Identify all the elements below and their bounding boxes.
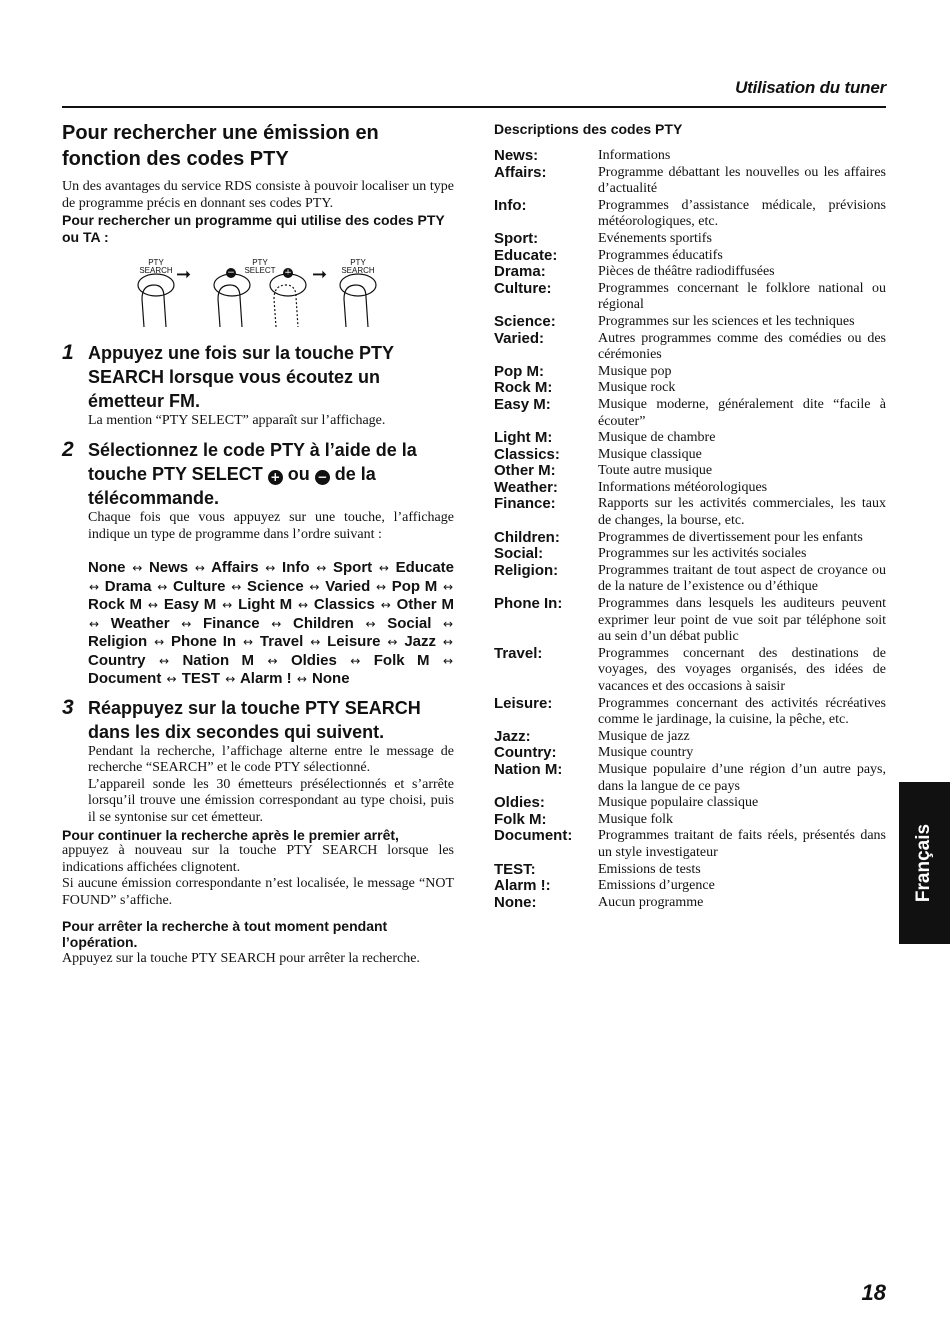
pty-code-row	[494, 762, 886, 795]
right-column	[494, 121, 886, 911]
pty-code-row	[494, 364, 886, 381]
continue-heading: Pour continuer la recherche après le premier arrêt,	[62, 826, 399, 843]
sequence-item: Leisure	[327, 633, 381, 651]
intro-text: Un des avantages du service RDS consiste à pouvoir localiser un type de programme précis en donnant ses codes PTY.	[62, 179, 454, 211]
pty-code: Alarm !:	[494, 877, 551, 895]
sequence-item: TEST	[181, 670, 221, 688]
pty-code: Pop M:	[494, 362, 544, 380]
bidirectional-arrow-icon: ↔	[222, 598, 233, 613]
sequence-item: Culture	[172, 577, 226, 595]
pty-search-label-1: PTY SEARCH	[139, 258, 173, 276]
step-2	[62, 438, 454, 543]
pty-code: Document:	[494, 827, 573, 845]
pty-code: None:	[494, 893, 537, 911]
pty-code: TEST:	[494, 860, 536, 878]
step-title: Réappuyez sur la touche PTY SEARCH dans les dix secondes qui suivent.	[88, 697, 421, 742]
minus-circle-icon: −	[315, 470, 330, 485]
pty-code-row	[494, 198, 886, 231]
page-number: 18	[861, 1280, 886, 1305]
pty-description: Programmes concernant le folklore national ou régional	[598, 280, 886, 313]
bidirectional-arrow-icon: ↔	[231, 579, 242, 594]
pty-sequence	[62, 559, 454, 689]
pty-code-row	[494, 646, 886, 696]
pty-code-row	[494, 165, 886, 198]
pty-code: Varied:	[494, 329, 545, 347]
pty-code: Social:	[494, 545, 544, 563]
step-text: L’appareil sonde les 30 émetteurs présélectionnés et s’arrête lorsqu’il trouve une émission correspondant au type choisi, puis il se syntonise sur cet émetteur.	[88, 776, 454, 826]
sequence-item: Travel	[259, 633, 304, 651]
sequence-item: Rock M	[88, 596, 143, 614]
page-title: Pour rechercher une émission en fonction des codes PTY	[62, 122, 379, 170]
pty-code: Easy M:	[494, 395, 551, 413]
pty-code: Science:	[494, 312, 556, 330]
bidirectional-arrow-icon: ↔	[310, 635, 321, 650]
sequence-item: Jazz	[404, 633, 437, 651]
stop-heading: Pour arrêter la recherche à tout moment pendant l’opération.	[62, 917, 388, 951]
pty-code: Info:	[494, 196, 527, 214]
step-text: Chaque fois que vous appuyez sur une touche, l’affichage indique un type de programme dans l’ordre suivant :	[88, 509, 454, 542]
bidirectional-arrow-icon: ↔	[380, 598, 391, 613]
step-number: 1	[62, 341, 74, 365]
bidirectional-arrow-icon: ↔	[89, 616, 100, 631]
pty-code: Educate:	[494, 246, 558, 264]
sequence-item: Pop M	[391, 577, 438, 595]
pty-description: Emissions d’urgence	[598, 878, 715, 894]
pty-description: Programmes traitant de tout aspect de croyance ou de la nature de l’existence ou d’éthique	[598, 562, 886, 595]
pty-description: Toute autre musique	[598, 463, 713, 479]
pty-code-row	[494, 745, 886, 762]
pty-code: Culture:	[494, 279, 552, 297]
bidirectional-arrow-icon: ↔	[443, 579, 454, 594]
pty-code: Folk M:	[494, 810, 547, 828]
bidirectional-arrow-icon: ↔	[157, 579, 168, 594]
sequence-item: Info	[282, 559, 310, 577]
bidirectional-arrow-icon: ↔	[166, 672, 177, 687]
pty-description: Emissions de tests	[598, 861, 701, 877]
sequence-item: None	[88, 559, 126, 577]
step-1	[62, 341, 454, 430]
pty-description: Programme débattant les nouvelles ou les affaires d’actualité	[598, 164, 886, 197]
continue-text: appuyez à nouveau sur la touche PTY SEARCH lorsque les indications affichées clignotent.	[62, 843, 454, 875]
sequence-item: Phone In	[171, 633, 237, 651]
pty-description: Programmes dans lesquels les auditeurs peuvent exprimer leur point de vue soit par téléphone soit au sein d’un débat public	[598, 596, 886, 645]
pty-description: Musique de chambre	[598, 430, 716, 446]
pty-description: Programmes de divertissement pour les enfants	[598, 529, 863, 545]
bidirectional-arrow-icon: ↔	[297, 598, 309, 613]
pty-code: Weather:	[494, 478, 558, 496]
pty-code-row	[494, 248, 886, 265]
pty-code-row	[494, 496, 886, 529]
sequence-item: News	[148, 559, 189, 577]
sequence-item: Drama	[104, 577, 152, 595]
pty-code: Finance:	[494, 495, 556, 513]
pty-code-row	[494, 546, 886, 563]
pty-code: Country:	[494, 744, 557, 762]
sequence-item: Alarm !	[239, 670, 292, 688]
pty-code: Classics:	[494, 445, 560, 463]
pty-code-row	[494, 812, 886, 829]
pty-code-row	[494, 463, 886, 480]
subheading: Pour rechercher un programme qui utilise des codes PTY ou TA :	[62, 212, 445, 245]
pty-description: Musique classique	[598, 446, 702, 462]
sequence-item: Weather	[110, 614, 170, 632]
sequence-item: Easy M	[163, 596, 217, 614]
pty-code: Children:	[494, 528, 560, 546]
step-number: 2	[62, 437, 74, 461]
bidirectional-arrow-icon: ↔	[181, 616, 192, 631]
sequence-item: Social	[387, 614, 432, 632]
pty-description: Musique pop	[598, 363, 672, 379]
step-3	[62, 696, 454, 827]
pty-description: Programmes traitant de faits réels, présentés dans un style investigateur	[598, 828, 886, 860]
pty-code-row	[494, 430, 886, 447]
bidirectional-arrow-icon: ↔	[265, 561, 276, 576]
language-tab	[899, 782, 950, 944]
bidirectional-arrow-icon: ↔	[350, 653, 361, 668]
step-title-part-b: ou	[287, 463, 310, 484]
pty-description: Rapports sur les activités commerciales, les taux de changes, la bourse, etc.	[598, 496, 886, 529]
step-title: Appuyez une fois sur la touche PTY SEARCH lorsque vous écoutez un émetteur FM.	[88, 343, 394, 412]
pty-code-row	[494, 331, 886, 364]
sequence-item: Oldies	[290, 651, 337, 669]
pty-code: Rock M:	[494, 379, 553, 397]
pty-code-row	[494, 264, 886, 281]
pty-code-row	[494, 729, 886, 746]
pty-code-row	[494, 231, 886, 248]
pty-code-list	[494, 148, 886, 911]
bidirectional-arrow-icon: ↔	[147, 598, 158, 613]
finger-press-illustration	[62, 249, 454, 335]
sequence-item: Educate	[395, 559, 455, 577]
pty-code-row	[494, 281, 886, 314]
pty-description: Autres programmes comme des comédies ou des cérémonies	[598, 330, 886, 363]
sequence-item: Light M	[238, 596, 293, 614]
pty-code: Nation M:	[494, 760, 563, 778]
step-text: La mention “PTY SELECT” apparaît sur l’affichage.	[88, 413, 386, 429]
pty-code: News:	[494, 147, 539, 164]
pty-description: Programmes sur les activités sociales	[598, 546, 807, 562]
pty-code: Drama:	[494, 263, 546, 281]
button-diagram	[62, 249, 454, 335]
pty-code-row	[494, 530, 886, 547]
bidirectional-arrow-icon: ↔	[271, 616, 282, 631]
sequence-item: Folk M	[373, 651, 430, 669]
section-title: Utilisation du tuner	[735, 78, 886, 97]
pty-code-row	[494, 380, 886, 397]
pty-code: Leisure:	[494, 694, 553, 712]
pty-code-row	[494, 828, 886, 861]
bidirectional-arrow-icon: ↔	[267, 653, 278, 668]
sequence-item: Document	[88, 670, 162, 688]
pty-description: Programmes concernant des destinations de voyages, des voyages organisés, des idées de vacances et des occasions à saisir	[598, 645, 886, 694]
pty-code-row	[494, 878, 886, 895]
step-title-part-a: Sélectionnez le code PTY à l’aide de la touche PTY SELECT	[88, 439, 417, 484]
pty-code: Light M:	[494, 429, 553, 447]
bidirectional-arrow-icon: ↔	[309, 579, 320, 594]
sequence-item: Finance	[202, 614, 260, 632]
arrow-icon: ➞	[176, 264, 192, 286]
pty-code: Oldies:	[494, 794, 545, 812]
pty-code-row	[494, 696, 886, 729]
pty-description: Programmes d’assistance médicale, prévisions météorologiques, etc.	[598, 197, 886, 230]
pty-descriptions-title: Descriptions des codes PTY	[494, 121, 683, 137]
plus-circle-icon: +	[284, 268, 292, 279]
pty-code: Sport:	[494, 229, 539, 247]
bidirectional-arrow-icon: ↔	[225, 672, 236, 687]
sequence-item: Sport	[333, 559, 373, 577]
bidirectional-arrow-icon: ↔	[194, 561, 205, 576]
step-title-part-c: de la télécommande.	[88, 463, 376, 508]
bidirectional-arrow-icon: ↔	[443, 616, 454, 631]
plus-circle-icon: +	[268, 470, 283, 485]
pty-description: Informations météorologiques	[598, 479, 768, 495]
pty-description: Musique moderne, généralement dite “facile à écouter”	[598, 396, 886, 429]
bidirectional-arrow-icon: ↔	[378, 561, 389, 576]
pty-code-row	[494, 596, 886, 646]
pty-description: Musique de jazz	[598, 728, 690, 744]
bidirectional-arrow-icon: ↔	[442, 635, 453, 650]
pty-description: Pièces de théâtre radiodiffusées	[598, 264, 775, 280]
minus-circle-icon: −	[227, 268, 235, 279]
left-column	[62, 120, 454, 967]
pty-code-row	[494, 895, 886, 912]
step-number: 3	[62, 695, 74, 719]
pty-description: Programmes sur les sciences et les techniques	[598, 313, 855, 329]
pty-description: Programmes concernant des activités récréatives comme le jardinage, la cuisine, la pêche, etc.	[598, 695, 886, 728]
sequence-item: Religion	[88, 633, 148, 651]
sequence-item: Nation M	[182, 651, 255, 669]
sequence-item: None	[312, 670, 350, 688]
notfound-text: Si aucune émission correspondante n’est localisée, le message “NOT FOUND” s’affiche.	[62, 876, 454, 908]
bidirectional-arrow-icon: ↔	[158, 653, 169, 668]
pty-description: Musique folk	[598, 811, 674, 827]
pty-description: Musique populaire classique	[598, 795, 759, 811]
pty-code-row	[494, 447, 886, 464]
pty-code: Other M:	[494, 462, 556, 480]
pty-select-label: PTY SELECT	[244, 258, 276, 276]
bidirectional-arrow-icon: ↔	[132, 561, 143, 576]
pty-code-row	[494, 795, 886, 812]
sequence-item: Country	[88, 651, 146, 669]
sequence-item: Classics	[313, 596, 375, 614]
sequence-item: Varied	[325, 577, 371, 595]
pty-code-row	[494, 862, 886, 879]
sequence-item: Science	[246, 577, 304, 595]
pty-code-row	[494, 397, 886, 430]
pty-description: Musique rock	[598, 380, 676, 396]
step-text: Pendant la recherche, l’affichage alterne entre le message de recherche “SEARCH” et le code PTY sélectionné.	[88, 743, 454, 776]
pty-description: Informations	[598, 148, 671, 163]
pty-code: Jazz:	[494, 727, 531, 745]
pty-code: Phone In:	[494, 595, 563, 613]
pty-search-label-2: PTY SEARCH	[341, 258, 375, 276]
pty-description: Programmes éducatifs	[598, 247, 723, 263]
pty-code: Travel:	[494, 644, 543, 662]
pty-description: Aucun programme	[598, 894, 704, 910]
pty-code-row	[494, 148, 886, 165]
bidirectional-arrow-icon: ↔	[387, 635, 398, 650]
bidirectional-arrow-icon: ↔	[375, 579, 387, 594]
bidirectional-arrow-icon: ↔	[365, 616, 376, 631]
language-label: Français	[913, 823, 934, 903]
pty-description: Musique populaire d’une région d’un autre pays, dans la langue de ce pays	[598, 761, 886, 794]
pty-code-row	[494, 480, 886, 497]
bidirectional-arrow-icon: ↔	[296, 672, 307, 687]
arrow-icon: ➞	[312, 264, 328, 286]
pty-code: Affairs:	[494, 163, 547, 181]
stop-text: Appuyez sur la touche PTY SEARCH pour arrêter la recherche.	[62, 950, 420, 966]
pty-code: Religion:	[494, 561, 559, 579]
sequence-item: Affairs	[211, 559, 259, 577]
sequence-item: Children	[293, 614, 354, 632]
pty-description: Musique country	[598, 745, 694, 761]
pty-description: Evénements sportifs	[598, 230, 712, 246]
bidirectional-arrow-icon: ↔	[89, 579, 100, 594]
pty-code-row	[494, 314, 886, 331]
bidirectional-arrow-icon: ↔	[154, 635, 165, 650]
header-rule	[62, 106, 886, 108]
bidirectional-arrow-icon: ↔	[442, 653, 454, 668]
step-title	[88, 438, 454, 510]
pty-code-row	[494, 563, 886, 596]
bidirectional-arrow-icon: ↔	[242, 635, 254, 650]
bidirectional-arrow-icon: ↔	[316, 561, 327, 576]
sequence-item: Other M	[396, 596, 454, 614]
